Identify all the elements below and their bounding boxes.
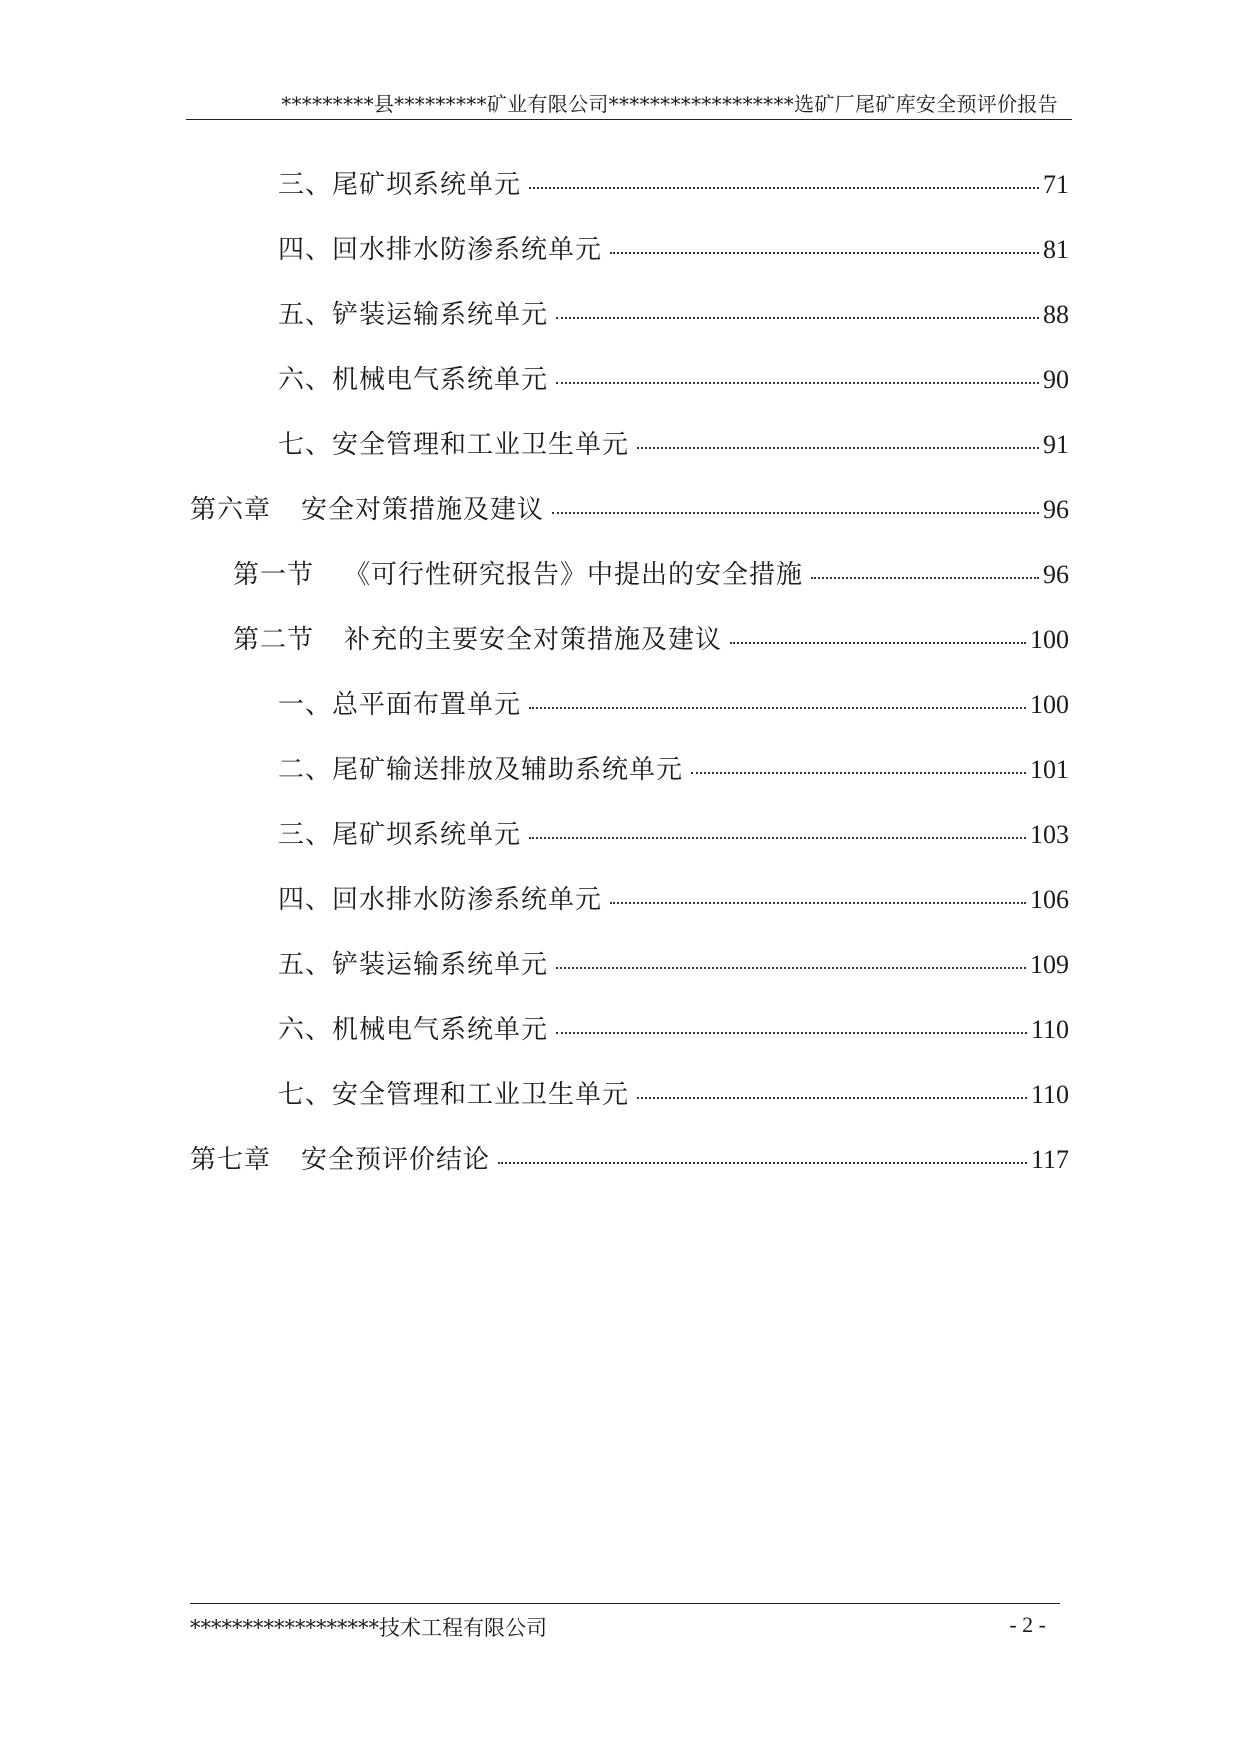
toc-entry-title: 七、安全管理和工业卫生单元 [278,430,630,460]
toc-section-number: 第一节 [233,560,315,590]
toc-dot-leader [556,967,1026,969]
report-title: *********县*********矿业有限公司******************选矿厂尾矿库安全预评价报告 [281,92,1058,116]
toc-section-title: 补充的主要安全对策措施及建议 [344,625,723,655]
toc-entry[interactable] [278,164,1069,204]
toc-entry-page: 110 [1030,1080,1069,1109]
toc-entry-title: 六、机械电气系统单元 [278,1015,549,1045]
toc-dot-leader [529,187,1039,189]
toc-entry-page: 100 [1030,625,1069,654]
toc-chapter-title: 安全预评价结论 [301,1145,491,1175]
toc-entry-title: 四、回水排水防渗系统单元 [278,235,603,265]
toc-entry-page: 96 [1043,560,1069,589]
toc-dot-leader [498,1162,1027,1164]
toc-dot-leader [556,317,1039,319]
toc-chapter-number: 第七章 [190,1145,272,1175]
toc-dot-leader [811,577,1039,579]
toc-entry[interactable] [278,424,1069,464]
toc-section-entry[interactable] [233,619,1069,659]
toc-dot-leader [529,707,1026,709]
toc-entry[interactable] [278,944,1069,984]
toc-dot-leader [556,382,1039,384]
toc-entry-title [190,489,544,526]
toc-dot-leader [529,837,1026,839]
toc-entry-page: 91 [1043,430,1069,459]
toc-chapter-entry[interactable] [190,489,1069,529]
toc-dot-leader [637,1097,1027,1099]
toc-entry-title [233,619,722,656]
page-header [186,84,1072,120]
page-footer [190,1603,1060,1640]
toc-section-title: 《可行性研究报告》中提出的安全措施 [344,560,804,590]
toc-entry-title: 五、铲装运输系统单元 [278,950,549,980]
toc-entry[interactable] [278,1009,1069,1049]
toc-entry-page: 100 [1030,690,1069,719]
toc-entry-page: 81 [1043,235,1069,264]
toc-entry-page: 71 [1043,170,1069,199]
toc-entry-title: 四、回水排水防渗系统单元 [278,885,603,915]
toc-entry-page: 101 [1030,755,1069,784]
toc-entry-page: 106 [1030,885,1069,914]
toc-entry-title: 七、安全管理和工业卫生单元 [278,1080,630,1110]
toc-section-number: 第二节 [233,625,315,655]
toc-entry[interactable] [278,294,1069,334]
toc-entry-title [233,554,803,591]
toc-chapter-title: 安全对策措施及建议 [301,495,545,525]
toc-entry-page: 110 [1030,1015,1069,1044]
toc-entry[interactable] [278,814,1069,854]
toc-chapter-number: 第六章 [190,495,272,525]
toc-dot-leader [730,642,1026,644]
toc-entry-page: 103 [1030,820,1069,849]
toc-entry-title: 五、铲装运输系统单元 [278,300,549,330]
toc-entry-title: 三、尾矿坝系统单元 [278,820,522,850]
toc-entry[interactable] [278,359,1069,399]
toc-entry-page: 88 [1043,300,1069,329]
toc-dot-leader [691,772,1026,774]
toc-dot-leader [610,902,1026,904]
toc-entry-page: 90 [1043,365,1069,394]
toc-entry-title [190,1139,490,1176]
toc-section-entry[interactable] [233,554,1069,594]
toc-entry-title: 六、机械电气系统单元 [278,365,549,395]
toc-entry[interactable] [278,684,1069,724]
toc-dot-leader [556,1032,1027,1034]
toc-entry[interactable] [278,879,1069,919]
toc-entry[interactable] [278,1074,1069,1114]
toc-entry-title: 二、尾矿输送排放及辅助系统单元 [278,755,684,785]
toc-entry-title: 一、总平面布置单元 [278,690,522,720]
footer-company-name: ******************技术工程有限公司 [190,1616,547,1640]
toc-entry-page: 117 [1030,1145,1069,1174]
toc-entry-page: 109 [1030,950,1069,979]
toc-dot-leader [610,252,1039,254]
toc-entry-title: 三、尾矿坝系统单元 [278,170,522,200]
toc-dot-leader [552,512,1039,514]
toc-entry[interactable] [278,229,1069,269]
toc-chapter-entry[interactable] [190,1139,1069,1179]
toc-dot-leader [637,447,1039,449]
toc-entry[interactable] [278,749,1069,789]
toc-entry-page: 96 [1043,495,1069,524]
page-number: - 2 - [1009,1612,1046,1637]
